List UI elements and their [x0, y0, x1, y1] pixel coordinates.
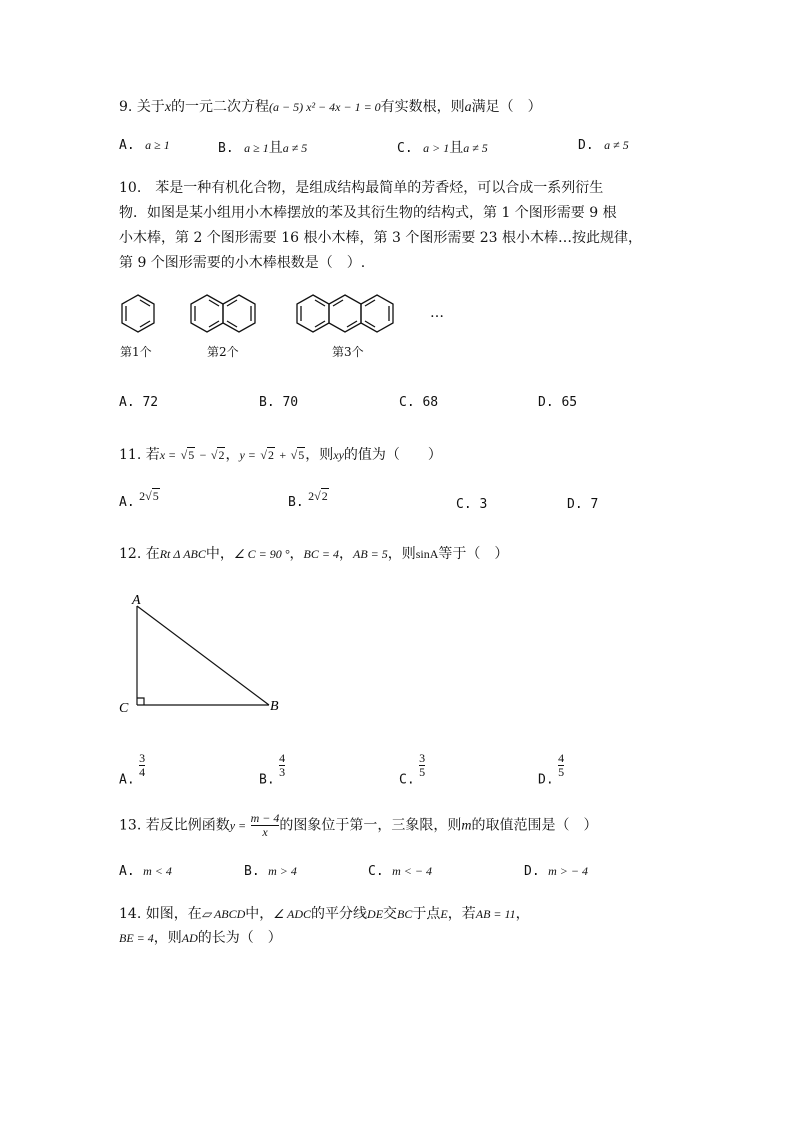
- vertex-c-label: C: [119, 701, 129, 716]
- right-angle-mark: [137, 698, 144, 705]
- q9-number: 9.: [119, 99, 133, 115]
- q10-label-3: 第3个: [332, 345, 364, 359]
- q11-option-d[interactable]: D. 7: [567, 497, 599, 512]
- q12-triangle-figure: [112, 588, 292, 718]
- q12-option-b[interactable]: B. $\frac{4}{3}$: [259, 751, 286, 788]
- q12-option-a[interactable]: A. $\frac{3}{4}$: [119, 751, 146, 788]
- q12-option-c[interactable]: C. $\frac{3}{5}$: [399, 751, 426, 788]
- q10-option-b[interactable]: B. 70: [259, 395, 299, 410]
- q10-option-a[interactable]: A. 72: [119, 395, 159, 410]
- q10-ellipsis: …: [430, 305, 444, 321]
- q10-option-c[interactable]: C. 68: [399, 395, 439, 410]
- q10-label-2: 第2个: [207, 345, 239, 359]
- q9-equation: (a − 5) x² − 4x − 1 = 0: [269, 100, 381, 114]
- q13-option-b[interactable]: B. m > 4: [244, 864, 297, 879]
- vertex-b-label: B: [270, 699, 279, 714]
- q10-line-3: 小木棒，第 2 个图形需要 16 根小木棒，第 3 个图形需要 23 根小木棒…按此规律，: [119, 230, 643, 246]
- q11-stem: 11. 若x = √5 − √2，y = √2 + √5，则xy的值为（ ）: [119, 447, 442, 463]
- q11-option-c[interactable]: C. 3: [456, 497, 488, 512]
- q10-benzene-figure: [110, 288, 450, 368]
- benzene-2-rings-icon: [191, 295, 255, 332]
- q11-option-b[interactable]: B. 2√2: [288, 489, 328, 510]
- q11-option-a[interactable]: A. 2√5: [119, 489, 159, 510]
- q10-line-4: 第 9 个图形需要的小木棒根数是（ ）.: [119, 255, 366, 271]
- benzene-3-rings-icon: [297, 295, 393, 332]
- q13-option-c[interactable]: C. m < − 4: [368, 864, 432, 879]
- q10-line-1: 10. 苯是一种有机化合物，是组成结构最简单的芳香烃，可以合成一系列衍生: [119, 180, 604, 196]
- q13-option-a[interactable]: A. m < 4: [119, 864, 172, 879]
- q10-option-d[interactable]: D. 65: [538, 395, 578, 410]
- q13-option-d[interactable]: D. m > − 4: [524, 864, 588, 879]
- q10-line-2: 物．如图是某小组用小木棒摆放的苯及其衍生物的结构式，第 1 个图形需要 9 根: [119, 205, 617, 221]
- q13-stem: 13. 若反比例函数y = $\frac{m - 4}{x}$ 的图象位于第一，三象限，则m的取值范围是（ ）: [119, 811, 598, 839]
- q10-label-1: 第1个: [120, 345, 152, 359]
- q9-stem: 9. 关于x的一元二次方程(a − 5) x² − 4x − 1 = 0有实数根，则a满足（ ）: [119, 99, 542, 115]
- q9-option-d[interactable]: D. a ≠ 5: [578, 138, 629, 153]
- q14-stem-line-2: BE = 4，则AD的长为（ ）: [119, 930, 282, 946]
- vertex-a-label: A: [132, 593, 141, 608]
- q9-option-b[interactable]: B. a ≥ 1且a ≠ 5: [218, 140, 308, 156]
- q9-option-a[interactable]: A. a ≥ 1: [119, 138, 170, 153]
- q12-stem: 12. 在Rt Δ ABC中，∠ C = 90 °，BC = 4，AB = 5，则sinA等于（ ）: [119, 546, 509, 562]
- benzene-1-ring-icon: [122, 295, 154, 332]
- q12-option-d[interactable]: D. $\frac{4}{5}$: [538, 751, 565, 788]
- q9-option-c[interactable]: C. a > 1且a ≠ 5: [397, 140, 488, 156]
- q14-stem-line-1: 14. 如图，在▱ ABCD中，∠ ADC的平分线DE交BC于点E，若AB = 11，: [119, 906, 530, 922]
